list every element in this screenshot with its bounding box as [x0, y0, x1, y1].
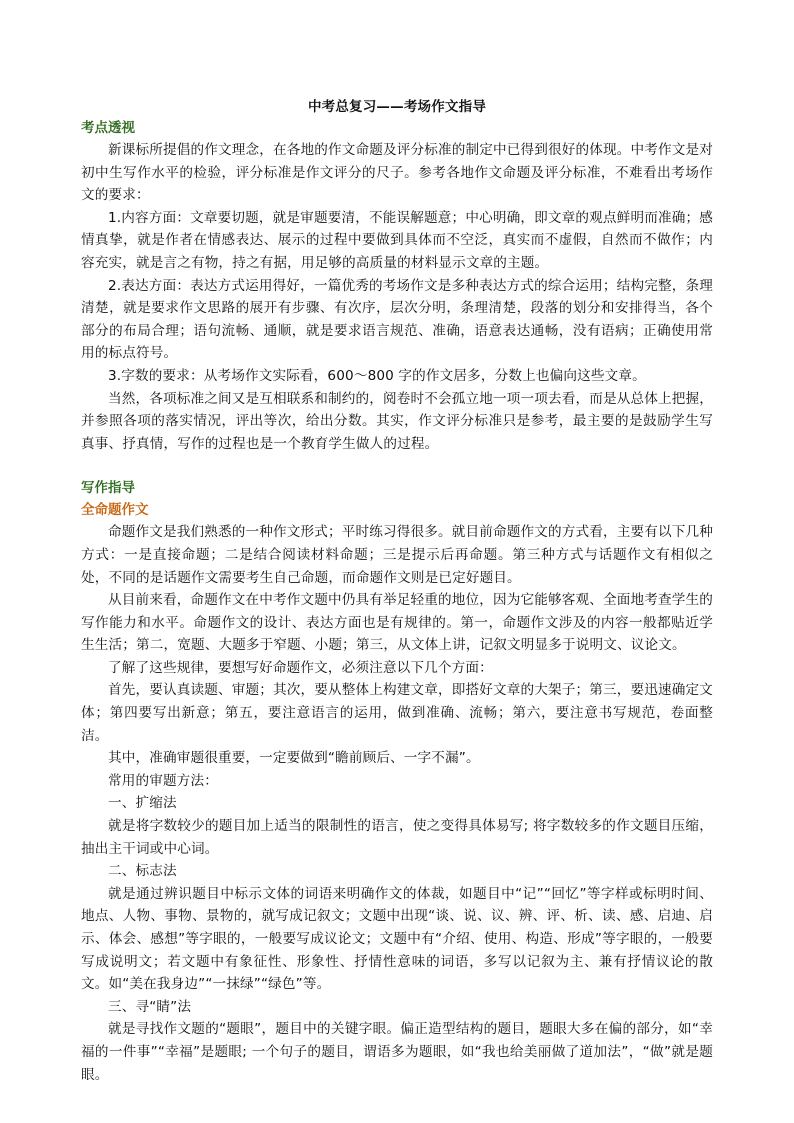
- paragraph: 1.内容方面：文章要切题，就是审题要清，不能误解题意；中心明确，即文章的观点鲜明而准确；感情真挚，就是作者在情感表达、展示的过程中要做到具体而不空泛，真实而不虚假，自然而不做作；内容充实，就是言之有物，持之有据，用足够的高质量的材料显示文章的主题。: [81, 209, 713, 271]
- paragraph: 2.表达方面：表达方式运用得好，一篇优秀的考场作文是多种表达方式的综合运用；结构完整，条理清楚，就是要求作文思路的展开有步骤、有次序，层次分明，条理清楚，段落的划分和安排得当，各个部分的布局合理；语句流畅、通顺，就是要求语言规范、准确，语意表达通畅，没有语病；正确使用常用的标点符号。: [81, 277, 713, 362]
- method-heading: 一、扩缩法: [108, 795, 177, 812]
- paragraph: 首先，要认真读题、审题；其次，要从整体上构建文章，即搭好文章的大架子；第三，要迅速确定文体；第四要写出新意；第五，要注意语言的运用，做到准确、流畅；第六，要注意书写规范，卷面整洁。: [81, 682, 713, 744]
- paragraph: 就是通过辨识题目中标示文体的词语来明确作文的体裁，如题目中“记”“回忆”等字样或标明时间、地点、人物、事物、景物的，就写成记叙文；文题中出现“谈、说、议、辨、评、析、读、感、启迪、启示、体会、感想”等字眼的，一般要写成议论文；文题中有“介绍、使用、构造、形成”等字眼的，一般要写成说明文；若文题中有象征性、形象性、抒情性意味的词语，多写以记叙为主、兼有抒情议论的散文。如“美在我身边”“一抹绿”“绿色”等。: [81, 885, 713, 993]
- method-heading: 二、标志法: [108, 863, 177, 880]
- paragraph: 就是将字数较少的题目加上适当的限制性的语言，使之变得具体易写; 将字数较多的作文题目压缩，抽出主干词或中心词。: [81, 818, 713, 857]
- paragraph: 当然，各项标准之间又是互相联系和制约的，阅卷时不会孤立地一项一项去看，而是从总体上把握，并参照各项的落实情况，评出等次，给出分数。其实，作文评分标准只是参考，最主要的是鼓励学生写真事、抒真情，写作的过程也是一个教育学生做人的过程。: [81, 390, 713, 452]
- paragraph: 命题作文是我们熟悉的一种作文形式；平时练习得很多。就目前命题作文的方式看，主要有以下几种方式：一是直接命题；二是结合阅读材料命题；三是提示后再命题。第三种方式与话题作文有相似之处，不同的是话题作文需要考生自己命题，而命题作文则是已定好题目。: [81, 524, 713, 586]
- section-heading-exam-points: 考点透视: [81, 120, 135, 136]
- paragraph: 从目前来看，命题作文在中考作文题中仍具有举足轻重的地位，因为它能够客观、全面地考查学生的写作能力和水平。命题作文的设计、表达方面也是有规律的。第一，命题作文涉及的内容一般都贴近学生生活；第二，宽题、大题多于窄题、小题；第三，从文体上讲，记叙文明显多于说明文、议论文。: [81, 592, 713, 654]
- section-writing-guide-body: [81, 521, 713, 1086]
- subheading-full-title-essay: 全命题作文: [81, 502, 149, 519]
- paragraph: 其中，准确审题很重要，一定要做到“瞻前顾后、一字不漏”。: [108, 750, 480, 767]
- paragraph: 了解了这些规律，要想写好命题作文，必须注意以下几个方面：: [108, 659, 493, 676]
- method-heading: 三、寻“睛”法: [108, 998, 192, 1015]
- paragraph: 常用的审题方法：: [108, 772, 218, 789]
- section-heading-writing-guide: 写作指导: [81, 480, 135, 497]
- section-exam-points-body: [81, 139, 713, 455]
- spacer: [81, 455, 713, 477]
- document-page: [81, 98, 713, 1086]
- document-title: 中考总复习——考场作文指导: [307, 99, 487, 115]
- paragraph: 就是寻找作文题的“题眼”，题目中的关键字眼。偏正造型结构的题目，题眼大多在偏的部分，如“幸福的一件事”“幸福”是题眼; 一个句子的题目，谓语多为题眼，如“我也给美丽做了道加法”，“做”就是题眼。: [81, 1021, 713, 1083]
- paragraph: 3.字数的要求：从考场作文实际看，600～800 字的作文居多，分数上也偏向这些文章。: [108, 367, 646, 384]
- paragraph: 新课标所提倡的作文理念，在各地的作文命题及评分标准的制定中已得到很好的体现。中考作文是对初中生写作水平的检验，评分标准是作文评分的尺子。参考各地作文命题及评分标准，不难看出考场作文的要求：: [81, 142, 713, 204]
